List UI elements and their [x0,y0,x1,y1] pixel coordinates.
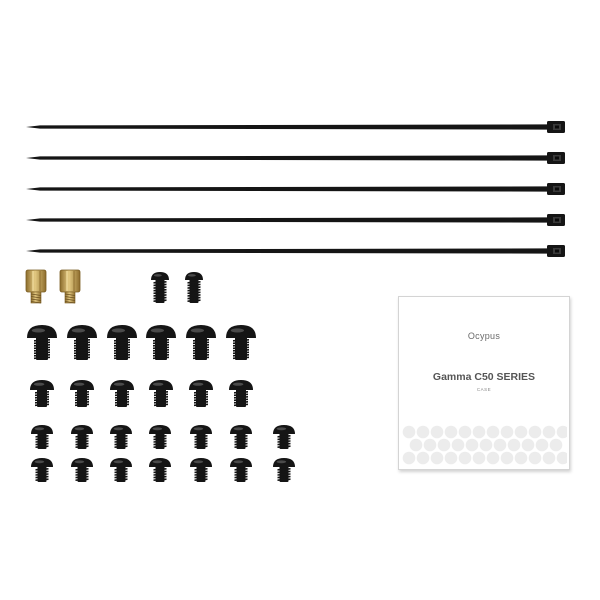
screw [273,425,295,449]
screws-group [27,272,295,482]
pattern-circle [459,426,472,439]
pattern-circle [431,426,444,439]
pattern-circle [424,439,437,452]
screw [67,325,97,360]
pattern-circle [501,426,514,439]
pattern-circle [487,426,500,439]
cable-tie [26,152,565,164]
screw [190,458,212,482]
pattern-circle [417,426,430,439]
pattern-circle [536,439,549,452]
manual-doc-type: CASE [476,387,492,392]
cable-ties-group [26,121,565,257]
screw [230,458,252,482]
pattern-circle [431,452,444,465]
manual-circle-pattern [401,425,567,467]
screw [71,458,93,482]
cable-tie [26,245,565,257]
pattern-circle [557,452,567,465]
pattern-circle [515,452,528,465]
pattern-circle [438,439,451,452]
pattern-circle [529,452,542,465]
pattern-circle [550,439,563,452]
screw [226,325,256,360]
pattern-circle [445,426,458,439]
screw [31,425,53,449]
pattern-circle [473,452,486,465]
screw [189,380,213,407]
screw [27,325,57,360]
pattern-circle [515,426,528,439]
manual-brand: Ocypus [467,331,501,341]
pattern-circle [543,452,556,465]
screw [146,325,176,360]
pattern-circle [410,439,423,452]
screw [110,458,132,482]
screw [229,380,253,407]
pattern-circle [557,426,567,439]
pattern-circle [452,439,465,452]
cable-tie [26,214,565,226]
screw [71,425,93,449]
pattern-circle [487,452,500,465]
screw [149,425,171,449]
pattern-circle [494,439,507,452]
screw [273,458,295,482]
pattern-circle [403,452,416,465]
pattern-circle [459,452,472,465]
screw [110,425,132,449]
pattern-circle [543,426,556,439]
screw [107,325,137,360]
manual-booklet [398,296,570,470]
pattern-circle [529,426,542,439]
cable-tie [26,183,565,195]
pattern-circle [417,452,430,465]
pattern-circle [508,439,521,452]
manual-model-title: Gamma C50 SERIES [432,371,536,383]
standoffs-group [26,270,80,303]
pattern-circle [445,452,458,465]
cable-tie [26,121,565,133]
screw [30,380,54,407]
pattern-circle [480,439,493,452]
screw [186,325,216,360]
brass-standoff [60,270,80,303]
screw [230,425,252,449]
pattern-circle [473,426,486,439]
screw [190,425,212,449]
brass-standoff [26,270,46,303]
screw [151,272,169,303]
pattern-circle [501,452,514,465]
pattern-circle [403,426,416,439]
screw [149,380,173,407]
screw [31,458,53,482]
pattern-circle [466,439,479,452]
screw [110,380,134,407]
screw [149,458,171,482]
screw [185,272,203,303]
screw [70,380,94,407]
pattern-circle [522,439,535,452]
